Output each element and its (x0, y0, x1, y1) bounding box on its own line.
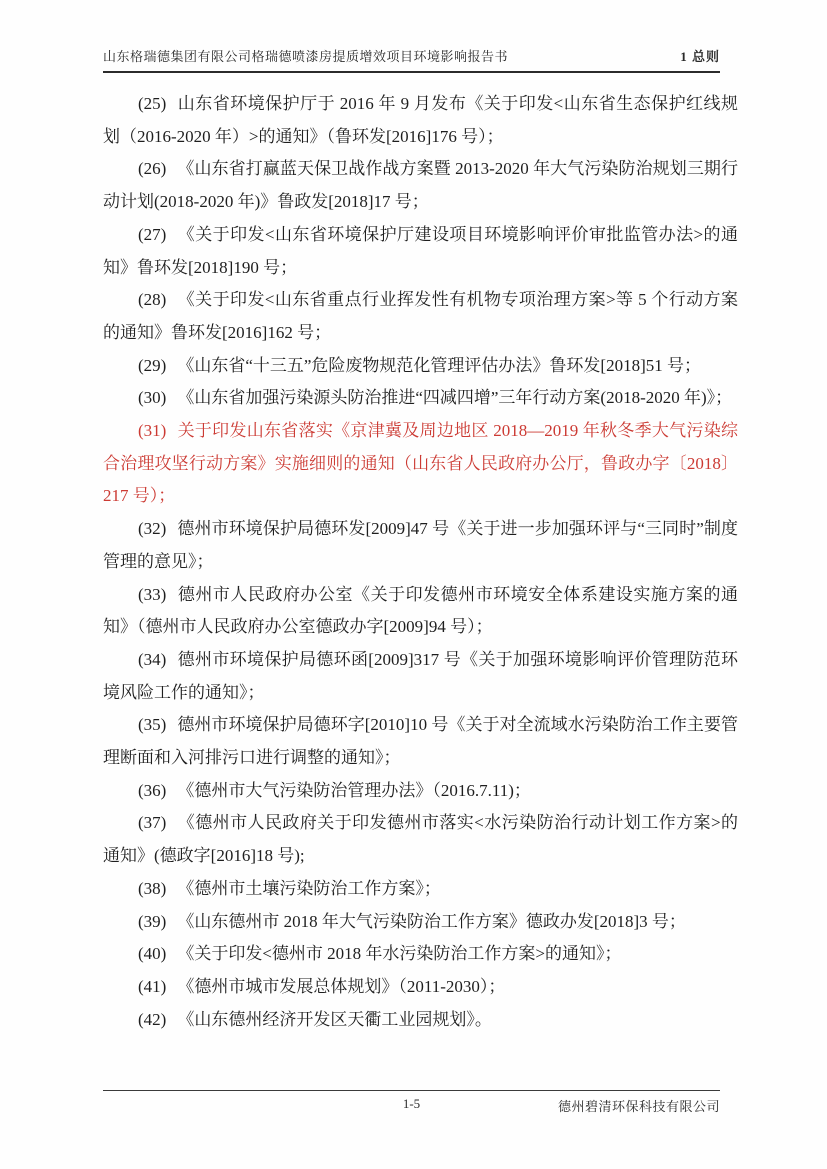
reference-item (103, 644, 738, 709)
reference-item (103, 219, 738, 284)
footer-page-number: 1-5 (402, 1096, 421, 1111)
item-number: (27) (138, 224, 167, 244)
item-number: (25) (138, 94, 167, 113)
reference-item (103, 284, 738, 349)
item-number: (38) (138, 878, 167, 898)
item-text: 《德州市城市发展总体规划》（2011-2030）； (177, 976, 506, 996)
reference-item (103, 415, 738, 513)
footer-company-name: 德州碧清环保科技有限公司 (557, 1099, 720, 1114)
reference-item (103, 906, 738, 939)
item-number: (30) (138, 388, 167, 408)
item-number: (41) (138, 976, 167, 996)
item-number: (36) (138, 780, 167, 800)
item-text: 《山东德州经济开发区天衢工业园规划》。 (177, 1009, 492, 1029)
reference-item (103, 579, 738, 644)
item-number: (35) (138, 715, 167, 735)
item-number: (42) (138, 1009, 167, 1029)
reference-item (103, 153, 738, 218)
item-text: 德州市环境保护局德环发[2009]47 号《关于进一步加强环评与“三同时”制度管理的意见》； (103, 519, 738, 571)
reference-list (103, 88, 738, 1036)
page-header (103, 46, 720, 73)
reference-item (103, 775, 738, 808)
item-text: 德州市人民政府办公室《关于印发德州市环境安全体系建设实施方案的通知》（德州市人民政府办公室德政办字[2009]94 号）； (103, 584, 738, 637)
item-text: 关于印发山东省落实《京津冀及周边地区 2018—2019 年秋冬季大气污染综合治理攻坚行动方案》实施细则的通知（山东省人民政府办公厅，鲁政办字〔2018〕217 号）； (103, 421, 738, 506)
item-text: 《山东省“十三五”危险废物规范化管理评估办法》鲁环发[2018]51 号； (177, 355, 701, 375)
item-text: 《德州市人民政府关于印发德州市落实<水污染防治行动计划工作方案>的通知》(德政字[2016]18 号); (103, 813, 738, 866)
reference-item (103, 350, 738, 383)
reference-item (103, 1004, 738, 1037)
item-text: 《山东德州市 2018 年大气污染防治工作方案》德政办发[2018]3 号； (177, 911, 686, 931)
item-text: 《山东省加强污染源头防治推进“四减四增”三年行动方案(2018-2020 年)》； (177, 388, 733, 408)
page-footer (103, 1090, 720, 1115)
item-number: (26) (138, 159, 167, 179)
item-number: (28) (138, 290, 167, 310)
reference-item (103, 513, 738, 578)
item-text: 德州市环境保护局德环字[2010]10 号《关于对全流域水污染防治工作主要管理断面和入河排污口进行调整的通知》； (103, 715, 738, 768)
reference-item (103, 938, 738, 971)
reference-item (103, 873, 738, 906)
item-text: 《德州市大气污染防治管理办法》（2016.7.11)； (177, 780, 531, 800)
reference-item (103, 971, 738, 1004)
item-number: (34) (138, 649, 167, 669)
item-number: (33) (138, 584, 167, 604)
item-number: (39) (138, 911, 167, 931)
item-number: (32) (138, 519, 167, 539)
item-number: (37) (138, 813, 167, 833)
item-text: 《关于印发<山东省重点行业挥发性有机物专项治理方案>等 5 个行动方案的通知》鲁环发[2016]162 号； (103, 290, 738, 342)
item-number: (40) (138, 944, 167, 964)
item-text: 德州市环境保护局德环函[2009]317 号《关于加强环境影响评价管理防范环境风险工作的通知》； (103, 649, 738, 702)
item-text: 《关于印发<山东省环境保护厅建设项目环境影响评价审批监管办法>的通知》鲁环发[2018]190 号； (103, 224, 738, 277)
item-text: 《德州市土壤污染防治工作方案》； (177, 878, 441, 898)
item-number: (31) (138, 421, 167, 441)
reference-item (103, 88, 738, 153)
header-section-label: 1 总则 (680, 49, 720, 64)
reference-item (103, 807, 738, 872)
header-report-title: 山东格瑞德集团有限公司格瑞德喷漆房提质增效项目环境影响报告书 (103, 49, 509, 64)
item-number: (29) (138, 355, 167, 375)
reference-item (103, 382, 738, 415)
item-text: 《关于印发<德州市 2018 年水污染防治工作方案>的通知》； (177, 944, 622, 964)
reference-item (103, 709, 738, 774)
item-text: 《山东省打赢蓝天保卫战作战方案暨 2013-2020 年大气污染防治规划三期行动计划(2018-2020 年)》鲁政发[2018]17 号； (103, 159, 738, 212)
item-text: 山东省环境保护厅于 2016 年 9 月发布《关于印发<山东省生态保护红线规划（2016-2020 年）>的通知》（鲁环发[2016]176 号）； (103, 94, 738, 146)
